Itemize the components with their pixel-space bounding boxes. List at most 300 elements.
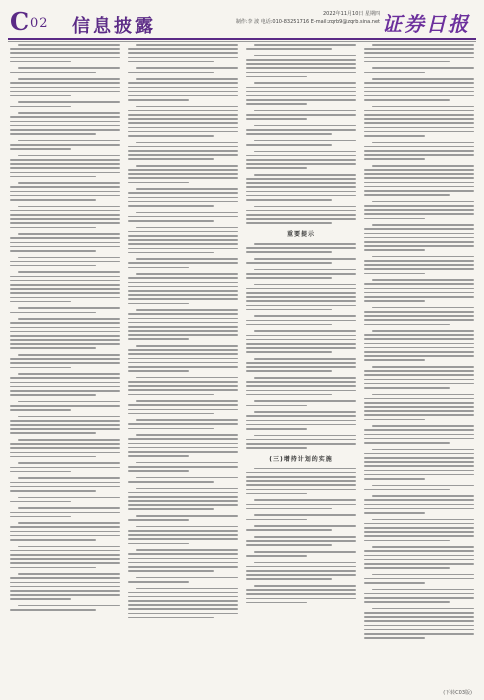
text-line bbox=[246, 273, 356, 275]
text-line bbox=[246, 67, 356, 69]
text-line bbox=[10, 516, 71, 518]
text-line bbox=[246, 48, 332, 50]
text-line bbox=[18, 522, 120, 524]
text-line bbox=[246, 309, 332, 311]
text-line bbox=[246, 370, 332, 372]
paragraph bbox=[246, 269, 356, 279]
text-line bbox=[364, 442, 450, 444]
text-line bbox=[18, 233, 120, 235]
text-line bbox=[18, 477, 120, 479]
paragraph bbox=[364, 307, 474, 325]
text-line bbox=[246, 574, 356, 576]
text-line bbox=[364, 523, 474, 525]
text-line bbox=[136, 309, 238, 311]
text-line bbox=[246, 555, 307, 557]
text-line bbox=[364, 582, 425, 584]
text-line bbox=[364, 72, 425, 74]
text-line bbox=[246, 493, 307, 495]
text-line bbox=[364, 601, 450, 603]
text-line bbox=[364, 334, 474, 336]
text-line bbox=[246, 262, 332, 264]
text-line bbox=[364, 402, 474, 404]
text-line bbox=[246, 114, 356, 116]
text-line bbox=[364, 127, 474, 129]
text-line bbox=[136, 227, 238, 229]
text-line bbox=[254, 151, 356, 153]
text-line bbox=[246, 247, 356, 249]
text-line bbox=[254, 551, 356, 553]
paragraph bbox=[246, 44, 356, 50]
text-line bbox=[10, 452, 120, 454]
text-line bbox=[128, 608, 238, 610]
text-line bbox=[128, 201, 238, 203]
text-line bbox=[10, 280, 120, 282]
text-line bbox=[364, 218, 425, 220]
text-line bbox=[246, 292, 356, 294]
text-line bbox=[10, 163, 120, 165]
text-line bbox=[10, 261, 120, 263]
text-line bbox=[364, 114, 474, 116]
text-line bbox=[128, 481, 214, 483]
text-line bbox=[364, 499, 474, 501]
text-line bbox=[246, 335, 356, 337]
text-line bbox=[128, 290, 238, 292]
text-line bbox=[364, 228, 474, 230]
column-3 bbox=[246, 44, 356, 686]
text-line bbox=[10, 276, 120, 278]
text-line bbox=[128, 131, 238, 133]
paragraph bbox=[128, 345, 238, 372]
text-line bbox=[10, 222, 120, 224]
text-line bbox=[128, 438, 238, 440]
text-line bbox=[364, 633, 474, 635]
text-line bbox=[136, 526, 238, 528]
text-line bbox=[128, 277, 238, 279]
text-line bbox=[364, 131, 474, 133]
text-line bbox=[364, 370, 474, 372]
text-line bbox=[364, 355, 474, 357]
paragraph bbox=[10, 318, 120, 349]
text-line bbox=[246, 598, 356, 600]
text-line bbox=[364, 559, 474, 561]
text-line bbox=[128, 95, 238, 97]
text-line bbox=[10, 312, 96, 314]
text-line bbox=[364, 292, 474, 294]
paragraph bbox=[128, 377, 238, 395]
text-line bbox=[364, 578, 474, 580]
paragraph bbox=[246, 499, 356, 509]
text-line bbox=[246, 390, 356, 392]
text-line bbox=[128, 326, 238, 328]
text-line bbox=[10, 409, 71, 411]
text-line bbox=[246, 347, 356, 349]
text-line bbox=[128, 596, 238, 598]
paragraph bbox=[10, 354, 120, 368]
text-line bbox=[128, 118, 238, 120]
text-line bbox=[10, 558, 120, 560]
text-line bbox=[10, 582, 120, 584]
text-line bbox=[136, 588, 238, 590]
text-line bbox=[364, 535, 474, 537]
text-line bbox=[10, 106, 71, 108]
paragraph bbox=[364, 224, 474, 251]
paragraph bbox=[10, 271, 120, 302]
text-line bbox=[246, 420, 356, 422]
text-line bbox=[10, 125, 120, 127]
paragraph bbox=[10, 439, 120, 457]
text-line bbox=[372, 224, 474, 226]
text-line bbox=[364, 288, 474, 290]
continued-note: (下转C03版) bbox=[443, 690, 472, 696]
text-line bbox=[128, 313, 238, 315]
text-line bbox=[136, 400, 238, 402]
text-line bbox=[364, 629, 474, 631]
text-line bbox=[128, 570, 214, 572]
text-line bbox=[128, 52, 238, 54]
paragraph bbox=[364, 608, 474, 639]
text-line bbox=[246, 593, 356, 595]
text-line bbox=[254, 400, 356, 402]
text-line bbox=[254, 174, 356, 176]
text-line bbox=[128, 330, 238, 332]
text-line bbox=[254, 562, 356, 564]
paragraph bbox=[364, 485, 474, 491]
text-line bbox=[246, 544, 332, 546]
paragraph bbox=[246, 551, 356, 557]
text-line bbox=[364, 311, 474, 313]
text-line bbox=[128, 443, 238, 445]
text-line bbox=[246, 489, 356, 491]
text-line bbox=[364, 273, 425, 275]
text-line bbox=[136, 577, 238, 579]
text-line bbox=[254, 435, 356, 437]
text-line bbox=[128, 338, 189, 340]
text-line bbox=[364, 508, 474, 510]
text-line bbox=[10, 121, 120, 123]
paragraph bbox=[10, 44, 120, 62]
text-line bbox=[18, 573, 120, 575]
text-line bbox=[10, 420, 120, 422]
text-line bbox=[10, 159, 120, 161]
text-line bbox=[254, 110, 356, 112]
text-line bbox=[18, 112, 120, 114]
text-line bbox=[10, 199, 96, 201]
text-line bbox=[364, 438, 474, 440]
text-line bbox=[10, 526, 120, 528]
paragraph bbox=[364, 142, 474, 160]
text-line bbox=[10, 443, 120, 445]
paragraph bbox=[10, 373, 120, 396]
text-line bbox=[128, 366, 238, 368]
text-line bbox=[246, 63, 356, 65]
text-line bbox=[18, 605, 120, 607]
text-line bbox=[136, 488, 238, 490]
text-line bbox=[254, 44, 356, 46]
text-line bbox=[246, 163, 356, 165]
text-line bbox=[10, 242, 120, 244]
text-line bbox=[364, 264, 474, 266]
paragraph bbox=[128, 549, 238, 572]
text-line bbox=[128, 114, 238, 116]
text-line bbox=[10, 394, 96, 396]
paragraph bbox=[10, 462, 120, 472]
text-line bbox=[246, 529, 332, 531]
text-line bbox=[364, 205, 474, 207]
text-line bbox=[18, 439, 120, 441]
text-line bbox=[10, 210, 120, 212]
paragraph bbox=[10, 307, 120, 313]
text-line bbox=[364, 398, 474, 400]
text-line bbox=[246, 566, 356, 568]
text-line bbox=[246, 343, 356, 345]
text-line bbox=[364, 61, 450, 63]
text-line bbox=[10, 48, 120, 50]
paragraph bbox=[10, 507, 120, 517]
text-line bbox=[10, 362, 120, 364]
text-line bbox=[128, 216, 238, 218]
paragraph bbox=[246, 358, 356, 372]
paragraph bbox=[246, 468, 356, 495]
paragraph bbox=[364, 495, 474, 513]
text-line bbox=[364, 91, 474, 93]
paragraph bbox=[364, 165, 474, 196]
text-line bbox=[10, 512, 120, 514]
text-line bbox=[364, 555, 474, 557]
text-line bbox=[128, 231, 238, 233]
text-line bbox=[128, 455, 189, 457]
text-line bbox=[10, 456, 96, 458]
editor-contact: 制作:李 波 电话:010-83251716 E-mail:zqrb9@zqrb.sina.net bbox=[235, 19, 380, 25]
text-line bbox=[10, 87, 120, 89]
paragraph bbox=[128, 477, 238, 483]
text-line bbox=[128, 252, 214, 254]
text-line bbox=[136, 106, 238, 108]
text-line bbox=[128, 358, 238, 360]
paragraph bbox=[246, 151, 356, 169]
text-line bbox=[364, 620, 474, 622]
text-line bbox=[128, 135, 214, 137]
text-line bbox=[128, 192, 238, 194]
paragraph bbox=[364, 394, 474, 421]
text-line bbox=[128, 262, 238, 264]
text-line bbox=[10, 590, 120, 592]
paragraph bbox=[128, 44, 238, 62]
text-line bbox=[246, 296, 356, 298]
text-line bbox=[254, 468, 356, 470]
text-line bbox=[128, 72, 214, 74]
text-line bbox=[18, 182, 120, 184]
text-line bbox=[372, 330, 474, 332]
text-line bbox=[128, 389, 238, 391]
paragraph bbox=[128, 165, 238, 183]
text-line bbox=[18, 78, 120, 80]
text-line bbox=[128, 267, 189, 269]
text-line bbox=[10, 486, 120, 488]
text-line bbox=[364, 465, 474, 467]
text-line bbox=[18, 206, 120, 208]
text-line bbox=[372, 574, 474, 576]
text-line bbox=[128, 553, 238, 555]
text-line bbox=[364, 82, 474, 84]
paragraph bbox=[10, 605, 120, 611]
text-line bbox=[10, 227, 96, 229]
paragraph bbox=[246, 514, 356, 520]
paragraph bbox=[128, 515, 238, 521]
text-line bbox=[364, 616, 474, 618]
text-line bbox=[136, 515, 238, 517]
text-line bbox=[254, 377, 356, 379]
text-line bbox=[246, 195, 356, 197]
text-line bbox=[246, 59, 356, 61]
paragraph bbox=[10, 206, 120, 229]
text-line bbox=[136, 165, 238, 167]
text-line bbox=[128, 581, 189, 583]
text-line bbox=[246, 99, 356, 101]
text-line bbox=[18, 354, 120, 356]
text-line bbox=[254, 514, 356, 516]
paragraph bbox=[246, 377, 356, 395]
text-line bbox=[372, 279, 474, 281]
text-line bbox=[18, 101, 120, 103]
text-line bbox=[246, 118, 307, 120]
text-line bbox=[10, 133, 96, 135]
section-title: 信息披露 bbox=[72, 16, 156, 37]
text-line bbox=[364, 531, 474, 533]
text-line bbox=[246, 300, 356, 302]
text-line bbox=[246, 167, 307, 169]
text-line bbox=[246, 366, 356, 368]
paragraph bbox=[10, 416, 120, 434]
paragraph bbox=[246, 206, 356, 224]
text-line bbox=[246, 476, 356, 478]
text-line bbox=[364, 87, 474, 89]
text-line bbox=[364, 489, 450, 491]
text-line bbox=[246, 178, 356, 180]
text-line bbox=[246, 602, 307, 604]
paragraph bbox=[10, 67, 120, 73]
text-line bbox=[372, 608, 474, 610]
text-line bbox=[364, 213, 474, 215]
paragraph bbox=[246, 435, 356, 449]
text-line bbox=[372, 425, 474, 427]
text-line bbox=[10, 467, 120, 469]
text-line bbox=[364, 410, 474, 412]
masthead-logo: 证券日报 bbox=[382, 12, 470, 36]
text-line bbox=[372, 78, 474, 80]
text-line bbox=[364, 99, 450, 101]
text-line bbox=[18, 507, 120, 509]
paragraph bbox=[246, 562, 356, 580]
column-2 bbox=[128, 44, 238, 686]
text-line bbox=[128, 558, 238, 560]
text-line bbox=[128, 470, 189, 472]
text-line bbox=[10, 382, 120, 384]
text-line bbox=[128, 298, 238, 300]
text-line bbox=[128, 91, 238, 93]
paragraph bbox=[246, 174, 356, 201]
paragraph bbox=[364, 67, 474, 73]
text-line bbox=[128, 413, 214, 415]
text-line bbox=[364, 593, 474, 595]
paragraph bbox=[10, 522, 120, 540]
text-line bbox=[364, 182, 474, 184]
text-line bbox=[128, 613, 238, 615]
text-line bbox=[364, 324, 450, 326]
text-line bbox=[246, 415, 356, 417]
text-line bbox=[128, 500, 238, 502]
text-line bbox=[364, 504, 474, 506]
text-line bbox=[128, 173, 238, 175]
text-line bbox=[364, 461, 474, 463]
text-line bbox=[128, 61, 214, 63]
text-line bbox=[10, 214, 120, 216]
text-line bbox=[372, 485, 474, 487]
text-line bbox=[364, 260, 474, 262]
text-line bbox=[18, 497, 120, 499]
text-line bbox=[364, 429, 474, 431]
text-line bbox=[128, 566, 238, 568]
text-line bbox=[246, 305, 356, 307]
section-subhead: 重要提示 bbox=[286, 230, 315, 238]
text-line bbox=[128, 99, 189, 101]
text-line bbox=[128, 423, 238, 425]
text-line bbox=[10, 91, 120, 93]
paragraph bbox=[364, 546, 474, 569]
text-line bbox=[364, 625, 474, 627]
text-line bbox=[364, 190, 474, 192]
text-line bbox=[364, 351, 474, 353]
text-line bbox=[246, 351, 332, 353]
paragraph bbox=[364, 201, 474, 219]
text-line bbox=[136, 462, 238, 464]
issue-date: 2022年11月10日 星期四 bbox=[322, 11, 380, 17]
paragraph bbox=[128, 258, 238, 268]
text-line bbox=[10, 144, 120, 146]
text-line bbox=[128, 404, 238, 406]
text-line bbox=[364, 300, 425, 302]
text-line bbox=[254, 585, 356, 587]
text-line bbox=[246, 210, 356, 212]
text-line bbox=[10, 172, 120, 174]
header-rule-thin bbox=[8, 41, 476, 42]
text-line bbox=[246, 87, 356, 89]
text-line bbox=[246, 339, 356, 341]
text-line bbox=[128, 122, 238, 124]
text-line bbox=[364, 419, 425, 421]
text-line bbox=[128, 334, 238, 336]
paragraph bbox=[10, 401, 120, 411]
paragraph bbox=[364, 366, 474, 389]
text-line bbox=[10, 218, 120, 220]
paragraph bbox=[128, 588, 238, 619]
text-line bbox=[364, 158, 425, 160]
text-line bbox=[372, 201, 474, 203]
text-line bbox=[364, 550, 474, 552]
text-line bbox=[10, 339, 120, 341]
text-line bbox=[254, 206, 356, 208]
text-line bbox=[364, 453, 474, 455]
text-line bbox=[364, 57, 474, 59]
paragraph bbox=[10, 573, 120, 600]
paragraph bbox=[10, 233, 120, 251]
text-line bbox=[254, 411, 356, 413]
text-line bbox=[128, 534, 238, 536]
text-line bbox=[372, 307, 474, 309]
text-line bbox=[18, 257, 120, 259]
text-line bbox=[246, 570, 356, 572]
paragraph bbox=[364, 279, 474, 302]
text-line bbox=[364, 296, 474, 298]
